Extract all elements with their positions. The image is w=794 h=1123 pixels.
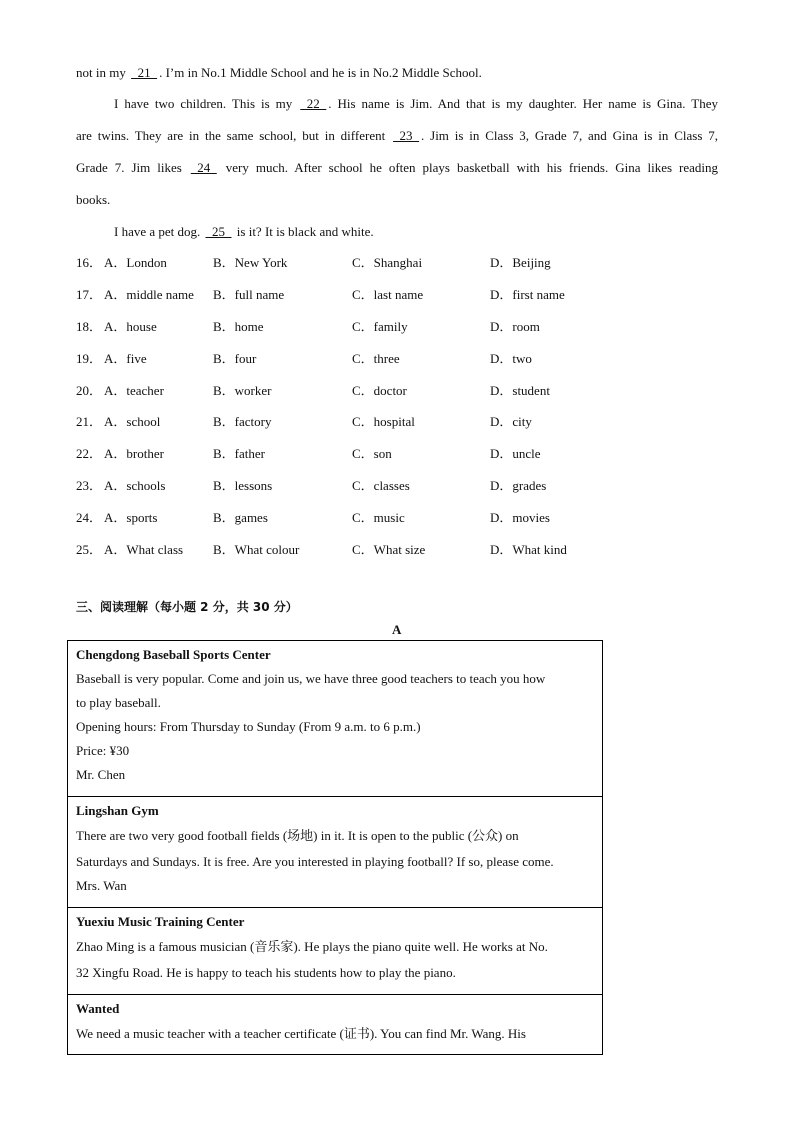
option-d[interactable]: D．two: [490, 351, 532, 366]
question-number: 18．: [76, 319, 103, 334]
option-c[interactable]: C．last name: [352, 287, 424, 302]
ad-title: Lingshan Gym: [76, 803, 159, 818]
cloze-line-3: [76, 128, 718, 144]
blank-21: 21: [131, 65, 158, 80]
option-a[interactable]: A．sports: [104, 510, 158, 525]
option-b[interactable]: B．four: [213, 351, 257, 366]
cloze-text: very much. After school he often plays basketball with his friends. Gina likes reading: [218, 160, 718, 175]
option-b[interactable]: B．New York: [213, 255, 288, 270]
cloze-line-5: books.: [76, 192, 111, 207]
question-number: 19．: [76, 351, 103, 366]
cloze-text: not in my: [76, 65, 130, 80]
cloze-text: . His name is Jim. And that is my daughter. Her name is Gina. They: [328, 96, 719, 111]
question-number: 17．: [76, 287, 103, 302]
option-c[interactable]: C．What size: [352, 542, 426, 557]
cloze-line-4: [76, 160, 718, 176]
passage-label: A: [392, 622, 402, 637]
option-a[interactable]: A．London: [104, 255, 167, 270]
option-a[interactable]: A．brother: [104, 446, 164, 461]
option-c[interactable]: C．family: [352, 319, 408, 334]
option-c[interactable]: C．classes: [352, 478, 410, 493]
ad-title: Chengdong Baseball Sports Center: [76, 647, 271, 662]
blank-23: 23: [393, 128, 420, 143]
option-b[interactable]: B．factory: [213, 414, 272, 429]
option-d[interactable]: D．grades: [490, 478, 547, 493]
cloze-text: are twins. They are in the same school, but in different: [76, 128, 392, 143]
cloze-text: . I’m in No.1 Middle School and he is in No.2 Middle School.: [159, 65, 482, 80]
blank-24: 24: [190, 160, 217, 175]
option-a[interactable]: A．teacher: [104, 383, 164, 398]
option-c[interactable]: C．Shanghai: [352, 255, 423, 270]
option-c[interactable]: C．son: [352, 446, 392, 461]
option-a[interactable]: A．schools: [104, 478, 166, 493]
option-d[interactable]: D．Beijing: [490, 255, 551, 270]
option-a[interactable]: A．school: [104, 414, 161, 429]
question-number: 22．: [76, 446, 103, 461]
ad-signature: Mrs. Wan: [76, 878, 127, 893]
ad-title: Yuexiu Music Training Center: [76, 914, 245, 929]
question-number: 23．: [76, 478, 103, 493]
question-number: 24．: [76, 510, 103, 525]
option-b[interactable]: B．games: [213, 510, 268, 525]
option-b[interactable]: B．worker: [213, 383, 272, 398]
option-a[interactable]: A．What class: [104, 542, 184, 557]
option-b[interactable]: B．father: [213, 446, 265, 461]
cloze-text: I have a pet dog.: [114, 224, 204, 239]
cloze-text: . Jim is in Class 3, Grade 7, and Gina is in Class 7,: [421, 128, 718, 143]
option-b[interactable]: B．full name: [213, 287, 285, 302]
question-number: 21．: [76, 414, 103, 429]
ad-cell-wanted: [68, 995, 602, 1054]
ad-text: There are two very good football fields (场地) in it. It is open to the public (公众) on: [76, 828, 519, 843]
cloze-line-2: [76, 96, 718, 112]
option-c[interactable]: C．music: [352, 510, 405, 525]
option-b[interactable]: B．lessons: [213, 478, 273, 493]
option-d[interactable]: D．What kind: [490, 542, 567, 557]
option-d[interactable]: D．movies: [490, 510, 550, 525]
option-c[interactable]: C．doctor: [352, 383, 407, 398]
ad-signature: Mr. Chen: [76, 767, 126, 782]
ad-text: Saturdays and Sundays. It is free. Are you interested in playing football? If so, please come.: [76, 854, 554, 869]
ad-text: 32 Xingfu Road. He is happy to teach his students how to play the piano.: [76, 965, 456, 980]
option-d[interactable]: D．room: [490, 319, 540, 334]
question-number: 25．: [76, 542, 103, 557]
ad-text: We need a music teacher with a teacher certificate (证书). You can find Mr. Wang. His: [76, 1026, 526, 1041]
ad-text: Price: ¥30: [76, 743, 130, 758]
option-d[interactable]: D．student: [490, 383, 550, 398]
ad-cell-gym: [68, 797, 602, 908]
option-c[interactable]: C．three: [352, 351, 400, 366]
option-b[interactable]: B．What colour: [213, 542, 300, 557]
option-c[interactable]: C．hospital: [352, 414, 415, 429]
blank-25: 25: [205, 224, 232, 239]
cloze-text: Grade 7. Jim likes: [76, 160, 189, 175]
question-number: 16．: [76, 255, 103, 270]
option-d[interactable]: D．uncle: [490, 446, 541, 461]
ad-cell-baseball: [68, 641, 602, 797]
option-a[interactable]: A．five: [104, 351, 147, 366]
ad-text: Zhao Ming is a famous musician (音乐家). He plays the piano quite well. He works at No.: [76, 939, 548, 954]
cloze-line-6: [114, 224, 756, 240]
option-d[interactable]: D．first name: [490, 287, 565, 302]
blank-22: 22: [300, 96, 327, 111]
option-b[interactable]: B．home: [213, 319, 264, 334]
question-number: 20．: [76, 383, 103, 398]
option-a[interactable]: A．middle name: [104, 287, 194, 302]
option-d[interactable]: D．city: [490, 414, 532, 429]
ad-text: Opening hours: From Thursday to Sunday (From 9 a.m. to 6 p.m.): [76, 719, 421, 734]
ads-table: [67, 640, 603, 1055]
ad-text: to play baseball.: [76, 695, 161, 710]
cloze-text: I have two children. This is my: [114, 96, 299, 111]
section-heading: 三、阅读理解（每小题 2 分，共 30 分）: [76, 600, 298, 614]
ad-cell-music: [68, 908, 602, 995]
cloze-line-1: [76, 65, 718, 81]
cloze-text: is it? It is black and white.: [233, 224, 374, 239]
ad-text: Baseball is very popular. Come and join us, we have three good teachers to teach you how: [76, 671, 546, 686]
option-a[interactable]: A．house: [104, 319, 157, 334]
ad-title: Wanted: [76, 1001, 120, 1016]
